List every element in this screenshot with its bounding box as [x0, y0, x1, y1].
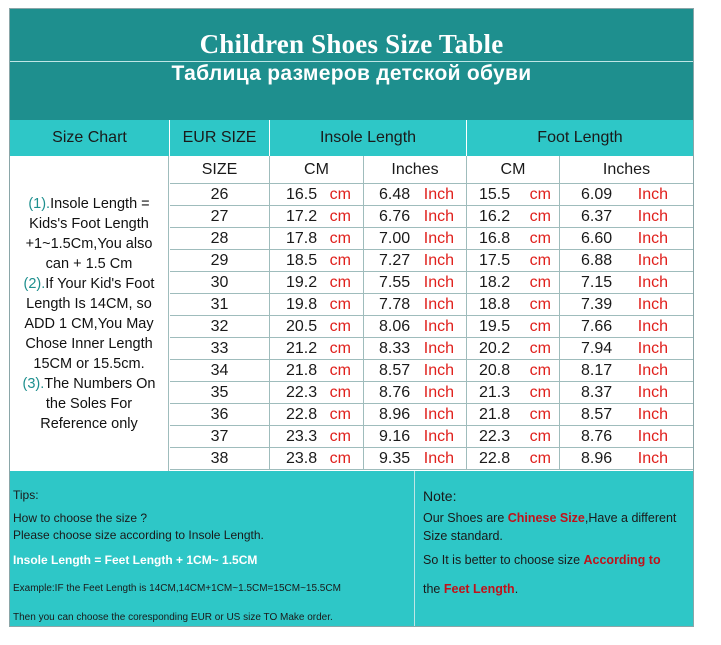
- insole-cm-value: 19.2: [286, 273, 318, 291]
- unit-label: cm: [529, 229, 551, 247]
- insole-cm-cell: [270, 426, 364, 447]
- note-chinese-size: Chinese Size: [507, 511, 585, 525]
- unit-label: cm: [529, 207, 551, 225]
- unit-label: cm: [329, 273, 351, 291]
- title-russian: Таблица размеров детской обуви: [171, 62, 532, 85]
- unit-label: Inch: [637, 361, 668, 379]
- size-value: 33: [210, 339, 229, 357]
- note-label: Note:: [423, 488, 457, 504]
- table-row: [170, 206, 693, 228]
- unit-label: cm: [529, 251, 551, 269]
- foot-inches-cell: [560, 448, 693, 469]
- unit-label: Inch: [637, 405, 668, 423]
- insole-inches-cell: [364, 250, 467, 271]
- size-value: 38: [210, 449, 229, 467]
- unit-label: cm: [329, 185, 351, 203]
- size-chart-notes: [10, 156, 169, 471]
- unit-label: cm: [329, 339, 351, 357]
- unit-label: Inch: [637, 251, 668, 269]
- unit-label: cm: [529, 383, 551, 401]
- size-value: 34: [210, 361, 229, 379]
- size-cell: [170, 272, 270, 293]
- insole-inches-cell: [364, 228, 467, 249]
- note-number-3: (3).: [22, 375, 45, 392]
- foot-cm-cell: [467, 382, 560, 403]
- size-value: 28: [210, 229, 229, 247]
- note-text-2: If Your Kid's Foot Length Is 14CM, so ADD 1 CM,You May Chose Inner Length 15CM or 15.5cm.: [24, 275, 155, 372]
- size-cell: [170, 184, 270, 205]
- insole-cm-value: 19.8: [286, 295, 318, 313]
- header-eur-size: EUR SIZE: [170, 120, 270, 156]
- foot-cm-value: 22.8: [479, 449, 511, 467]
- unit-label: cm: [529, 427, 551, 445]
- unit-label: cm: [329, 427, 351, 445]
- foot-cm-cell: [467, 228, 560, 249]
- tips-please: Please choose size according to Insole Length.: [13, 528, 264, 542]
- unit-label: cm: [329, 295, 351, 313]
- unit-label: Inch: [637, 207, 668, 225]
- insole-cm-cell: [270, 316, 364, 337]
- foot-inches-cell: [560, 360, 693, 381]
- size-cell: [170, 360, 270, 381]
- unit-label: cm: [529, 405, 551, 423]
- table-row: [170, 426, 693, 448]
- foot-cm-value: 20.8: [479, 361, 511, 379]
- unit-label: Inch: [423, 273, 454, 291]
- foot-inches-cell: [560, 228, 693, 249]
- note-line-4: [423, 582, 518, 596]
- unit-label: cm: [329, 405, 351, 423]
- foot-inches-cell: [560, 272, 693, 293]
- unit-label: cm: [529, 295, 551, 313]
- table-row: [170, 338, 693, 360]
- size-value: 30: [210, 273, 229, 291]
- unit-label: Inch: [423, 229, 454, 247]
- note-line-3-a: So It is better to choose size: [423, 553, 584, 567]
- subheader-foot-inches: Inches: [602, 160, 651, 178]
- unit-label: Inch: [423, 317, 454, 335]
- unit-label: Inch: [423, 339, 454, 357]
- insole-inches-value: 7.55: [379, 273, 411, 291]
- insole-inches-cell: [364, 404, 467, 425]
- subheader-row: [170, 156, 693, 184]
- table-row: [170, 184, 693, 206]
- note-line-1-c: ,Have a different: [584, 511, 677, 525]
- foot-inches-value: 8.96: [581, 449, 613, 467]
- unit-label: Inch: [423, 449, 454, 467]
- insole-inches-cell: [364, 316, 467, 337]
- size-value: 31: [210, 295, 229, 313]
- unit-label: Inch: [637, 273, 668, 291]
- unit-label: Inch: [423, 383, 454, 401]
- table-row: [170, 294, 693, 316]
- table-row: [170, 360, 693, 382]
- note-text-1: Insole Length = Kids's Foot Length +1~1.5Cm,You also can + 1.5 Cm: [25, 195, 153, 272]
- insole-cm-cell: [270, 338, 364, 359]
- unit-label: Inch: [637, 427, 668, 445]
- note-line-2: Size standard.: [423, 529, 503, 543]
- size-cell: [170, 448, 270, 469]
- insole-cm-value: 23.8: [286, 449, 318, 467]
- foot-inches-value: 7.66: [581, 317, 613, 335]
- insole-inches-value: 6.48: [379, 185, 411, 203]
- foot-cm-value: 19.5: [479, 317, 511, 335]
- table-row: [170, 272, 693, 294]
- foot-cm-value: 21.8: [479, 405, 511, 423]
- unit-label: Inch: [637, 317, 668, 335]
- unit-label: Inch: [423, 405, 454, 423]
- size-value: 36: [210, 405, 229, 423]
- insole-cm-cell: [270, 272, 364, 293]
- insole-cm-value: 20.5: [286, 317, 318, 335]
- unit-label: Inch: [637, 449, 668, 467]
- unit-label: Inch: [637, 339, 668, 357]
- foot-inches-cell: [560, 426, 693, 447]
- unit-label: Inch: [637, 229, 668, 247]
- tips-formula: Insole Length = Feet Length + 1CM~ 1.5CM: [13, 553, 258, 567]
- insole-inches-cell: [364, 448, 467, 469]
- foot-cm-cell: [467, 294, 560, 315]
- foot-inches-cell: [560, 382, 693, 403]
- foot-inches-value: 7.94: [581, 339, 613, 357]
- unit-label: cm: [329, 449, 351, 467]
- tips-example: Example:IF the Feet Length is 14CM,14CM+1CM~1.5CM=15CM~15.5CM: [13, 583, 341, 594]
- header-size-chart: Size Chart: [10, 120, 170, 156]
- unit-label: Inch: [423, 427, 454, 445]
- size-value: 35: [210, 383, 229, 401]
- tips-label: Tips:: [13, 488, 39, 502]
- unit-label: Inch: [423, 295, 454, 313]
- insole-cm-value: 18.5: [286, 251, 318, 269]
- insole-cm-cell: [270, 184, 364, 205]
- insole-inches-cell: [364, 382, 467, 403]
- foot-inches-value: 8.17: [581, 361, 613, 379]
- foot-inches-value: 7.15: [581, 273, 613, 291]
- title-banner: [10, 9, 693, 120]
- foot-inches-value: 6.09: [581, 185, 613, 203]
- tips-then: Then you can choose the coresponding EUR or US size TO Make order.: [13, 612, 333, 623]
- insole-cm-cell: [270, 206, 364, 227]
- header-foot-length: Foot Length: [467, 120, 693, 156]
- size-cell: [170, 294, 270, 315]
- insole-cm-value: 22.3: [286, 383, 318, 401]
- unit-label: Inch: [423, 207, 454, 225]
- foot-inches-cell: [560, 404, 693, 425]
- insole-inches-value: 8.57: [379, 361, 411, 379]
- insole-cm-cell: [270, 250, 364, 271]
- insole-inches-value: 7.27: [379, 251, 411, 269]
- note-number-2: (2).: [23, 275, 46, 292]
- foot-cm-cell: [467, 272, 560, 293]
- foot-cm-value: 21.3: [479, 383, 511, 401]
- insole-cm-cell: [270, 404, 364, 425]
- unit-label: cm: [329, 229, 351, 247]
- insole-inches-value: 8.06: [379, 317, 411, 335]
- foot-cm-value: 18.8: [479, 295, 511, 313]
- foot-cm-value: 16.8: [479, 229, 511, 247]
- foot-inches-value: 6.88: [581, 251, 613, 269]
- foot-inches-cell: [560, 316, 693, 337]
- insole-cm-value: 21.8: [286, 361, 318, 379]
- foot-inches-value: 8.76: [581, 427, 613, 445]
- unit-label: cm: [529, 185, 551, 203]
- foot-cm-value: 17.5: [479, 251, 511, 269]
- table-row: [170, 250, 693, 272]
- insole-inches-cell: [364, 272, 467, 293]
- size-cell: [170, 404, 270, 425]
- foot-cm-value: 16.2: [479, 207, 511, 225]
- tips-how-to: How to choose the size ?: [13, 511, 148, 525]
- size-cell: [170, 316, 270, 337]
- insole-inches-cell: [364, 426, 467, 447]
- unit-label: Inch: [637, 185, 668, 203]
- table-row: [170, 448, 693, 470]
- note-number-1: (1).: [28, 195, 51, 212]
- foot-cm-value: 15.5: [479, 185, 511, 203]
- insole-inches-value: 9.35: [379, 449, 411, 467]
- size-value: 32: [210, 317, 229, 335]
- note-according-to: According to: [583, 553, 661, 567]
- insole-inches-value: 7.78: [379, 295, 411, 313]
- insole-cm-value: 21.2: [286, 339, 318, 357]
- insole-cm-cell: [270, 382, 364, 403]
- insole-inches-cell: [364, 294, 467, 315]
- insole-inches-cell: [364, 184, 467, 205]
- size-value: 26: [210, 185, 229, 203]
- foot-inches-value: 6.37: [581, 207, 613, 225]
- insole-inches-value: 6.76: [379, 207, 411, 225]
- note-line-4-a: the: [423, 582, 444, 596]
- subheader-size: SIZE: [170, 156, 270, 183]
- size-cell: [170, 206, 270, 227]
- insole-cm-value: 22.8: [286, 405, 318, 423]
- insole-inches-cell: [364, 360, 467, 381]
- unit-label: cm: [529, 273, 551, 291]
- insole-inches-cell: [364, 338, 467, 359]
- note-line-1-a: Our Shoes are: [423, 511, 508, 525]
- foot-cm-cell: [467, 360, 560, 381]
- title-english: Children Shoes Size Table: [199, 29, 504, 59]
- insole-inches-value: 8.96: [379, 405, 411, 423]
- note-text-3: The Numbers On the Soles For Reference only: [40, 375, 156, 432]
- insole-cm-cell: [270, 294, 364, 315]
- header-insole-length: Insole Length: [270, 120, 467, 156]
- insole-cm-value: 17.8: [286, 229, 318, 247]
- size-cell: [170, 382, 270, 403]
- insole-cm-value: 16.5: [286, 185, 318, 203]
- unit-label: cm: [329, 361, 351, 379]
- unit-label: Inch: [423, 185, 454, 203]
- insole-cm-cell: [270, 228, 364, 249]
- table-row: [170, 316, 693, 338]
- insole-cm-value: 23.3: [286, 427, 318, 445]
- unit-label: Inch: [637, 383, 668, 401]
- foot-cm-cell: [467, 250, 560, 271]
- table-row: [170, 404, 693, 426]
- foot-cm-cell: [467, 316, 560, 337]
- foot-cm-cell: [467, 206, 560, 227]
- size-cell: [170, 426, 270, 447]
- table-row: [170, 382, 693, 404]
- size-value: 27: [210, 207, 229, 225]
- size-value: 29: [210, 251, 229, 269]
- size-cell: [170, 250, 270, 271]
- unit-label: Inch: [423, 361, 454, 379]
- foot-inches-value: 7.39: [581, 295, 613, 313]
- foot-cm-cell: [467, 184, 560, 205]
- size-cell: [170, 228, 270, 249]
- unit-label: cm: [329, 207, 351, 225]
- insole-inches-value: 8.76: [379, 383, 411, 401]
- foot-cm-value: 20.2: [479, 339, 511, 357]
- unit-label: cm: [529, 449, 551, 467]
- foot-cm-value: 22.3: [479, 427, 511, 445]
- subheader-insole-inches: Inches: [364, 156, 467, 183]
- foot-inches-cell: [560, 250, 693, 271]
- unit-label: cm: [529, 361, 551, 379]
- foot-inches-cell: [560, 206, 693, 227]
- note-line-4-c: .: [514, 582, 519, 596]
- foot-cm-cell: [467, 426, 560, 447]
- insole-inches-value: 9.16: [379, 427, 411, 445]
- foot-inches-cell: [560, 184, 693, 205]
- insole-inches-value: 8.33: [379, 339, 411, 357]
- size-table: [9, 8, 694, 627]
- insole-cm-cell: [270, 360, 364, 381]
- subheader-foot-cm: CM: [467, 156, 560, 183]
- size-cell: [170, 338, 270, 359]
- unit-label: Inch: [637, 295, 668, 313]
- foot-inches-value: 6.60: [581, 229, 613, 247]
- foot-cm-cell: [467, 338, 560, 359]
- unit-label: cm: [529, 339, 551, 357]
- foot-inches-value: 8.37: [581, 383, 613, 401]
- note-line-3: [423, 553, 661, 567]
- table-row: [170, 228, 693, 250]
- unit-label: cm: [329, 251, 351, 269]
- foot-inches-cell: [560, 338, 693, 359]
- insole-inches-value: 7.00: [379, 229, 411, 247]
- insole-cm-cell: [270, 448, 364, 469]
- tips-panel: [10, 471, 693, 626]
- unit-label: cm: [529, 317, 551, 335]
- insole-inches-cell: [364, 206, 467, 227]
- unit-label: cm: [329, 383, 351, 401]
- unit-label: Inch: [423, 251, 454, 269]
- foot-cm-cell: [467, 404, 560, 425]
- foot-inches-cell: [560, 294, 693, 315]
- foot-cm-value: 18.2: [479, 273, 511, 291]
- insole-cm-value: 17.2: [286, 207, 318, 225]
- unit-label: cm: [329, 317, 351, 335]
- foot-cm-cell: [467, 448, 560, 469]
- tips-divider: [414, 471, 415, 626]
- size-grid: [170, 156, 693, 470]
- foot-inches-value: 8.57: [581, 405, 613, 423]
- note-feet-length: Feet Length: [443, 582, 515, 596]
- size-value: 37: [210, 427, 229, 445]
- note-line-1: [423, 511, 676, 525]
- subheader-insole-cm: CM: [270, 156, 364, 183]
